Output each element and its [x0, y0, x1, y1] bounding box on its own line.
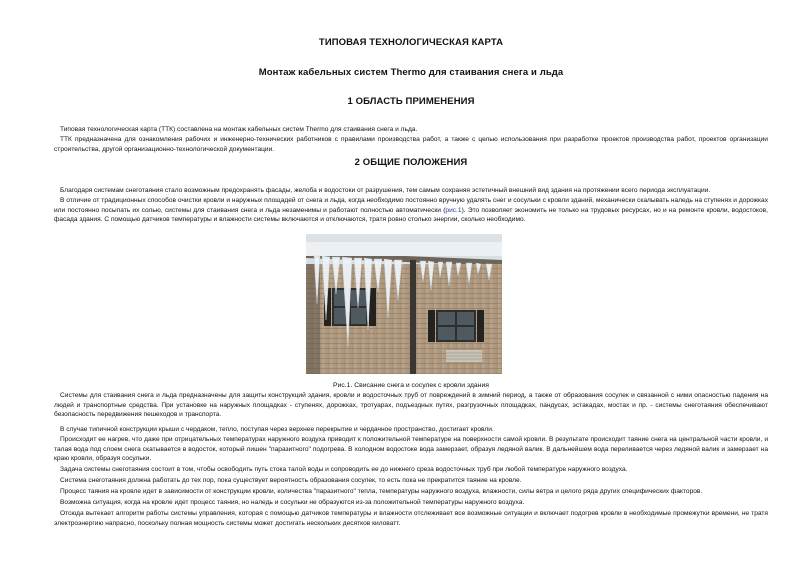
- document-title: ТИПОВАЯ ТЕХНОЛОГИЧЕСКАЯ КАРТА: [318, 37, 504, 48]
- section1-heading: 1 ОБЛАСТЬ ПРИМЕНЕНИЯ: [347, 96, 475, 107]
- section2-paragraph: В случае типичной конструкции крыши с чердаком, тепло, поступая через верхнее перекрытие и чердачное пространство, достигает кровли.: [60, 426, 494, 433]
- section2-paragraph: Процесс таяния на кровле идет в зависимости от конструкции кровли, количества "паразитного" тепла, температуры наружного воздуха, влажности, силы ветра и целого ряда других специфических факторов.: [60, 488, 703, 495]
- paragraph-text: В отличие от традиционных способов очистки кровли и наружных площадей от снега и льда, когда необходимо постоянно вручную удалять снег и сосульки с кровли зданий, механически скалывать наледь на ступенях и дорожках или постоянно посыпать их солью, системы для стаивания снега и льда незаменимы и работают полностью автоматически (: [54, 197, 768, 214]
- section1-paragraph: Типовая технологическая карта (ТТК) составлена на монтаж кабельных систем Thermo для стаивания снега и льда.: [60, 126, 418, 133]
- section2-paragraph: Возможна ситуация, когда на кровле идет процесс таяния, но наледь и сосульки не образуются из-за положительной температуры наружного воздуха.: [60, 499, 525, 506]
- section2-paragraph: Отсюда вытекает алгоритм работы системы управления, которая с помощью датчиков температуры и влажности отслеживает все возможные ситуации и включает подогрев кровли в необходимые промежутки времени, не тратя электроэнергию напрасно, поскольку полная мощность системы может достигать нескольких десятков киловатт.: [54, 510, 768, 527]
- figure-link[interactable]: рис.1: [445, 206, 462, 214]
- section2-heading: 2 ОБЩИЕ ПОЛОЖЕНИЯ: [354, 157, 468, 168]
- section2-paragraph: Благодаря системам снеготаяния стало возможным предохранять фасады, желоба и водостоки от разрушения, тем самым сохраняя эстетичный внешний вид здания на протяжении всего периода эксплуатации.: [60, 187, 711, 194]
- figure-caption: Рис.1. Свисание снега и сосулек с кровли здания: [333, 382, 489, 389]
- section2-paragraph: Система снеготаяния должна работать до тех пор, пока существует вероятность образования сосулек, то есть пока не прекратится таяние на кровле.: [60, 477, 522, 484]
- document-subtitle: Монтаж кабельных систем Thermo для стаивания снега и льда: [258, 67, 564, 78]
- figure-house-icicles-photo: [306, 234, 502, 374]
- section2-paragraph: Происходит ее нагрев, что даже при отрицательных температурах наружного воздуха приводит к положительной температуре на поверхности самой кровли. В результате происходит таяние снега на центральной части кровли, и талая вода под слоем снега скатывается в водосток, который лишен "паразитного" подогрева. В холодном водостоке вода замерзает, образуя ледяной валик. В дальнейшем вода переливается через ледяной валик и замерзает на краю кровли, образуя сосульки.: [54, 436, 768, 463]
- section2-paragraph: Задача системы снеготаяния состоит в том, чтобы освободить путь стока талой воды и сопроводить ее до нижнего среза водосточных труб при любой температуре наружного воздуха.: [60, 466, 628, 473]
- section2-paragraph: [54, 196, 768, 225]
- section1-paragraph: ТТК предназначена для ознакомления рабочих и инженерно-технических работников с правилами производства работ, а также с целью использования при разработке проектов производства работ, проектов организации строительства, другой организационно-технологической документации.: [54, 136, 768, 153]
- section2-paragraph: Системы для стаивания снега и льда предназначены для защиты конструкций здания, кровли и водосточных труб от повреждений в зимний период, а также от образования сосулек и связанной с ними опасностью падения на людей и транспортные средства. При установке на наружных площадках - ступенях, дорожках, тротуарах, подъездных путях, разгрузочных площадках, пандусах, эстакадах, мостах и пр. - системы снеготаяния обеспечивают безопасность передвижения пешеходов и транспорта.: [54, 392, 768, 419]
- paragraph-text: ). Это позволяет экономить не только на трудовых ресурсах, но и на ремонте кровли, водостоков, фасада здания. С помощью датчиков температуры и влажности системы включаются и отключаются, тратя ровно столько энергии, сколько необходимо.: [54, 206, 768, 224]
